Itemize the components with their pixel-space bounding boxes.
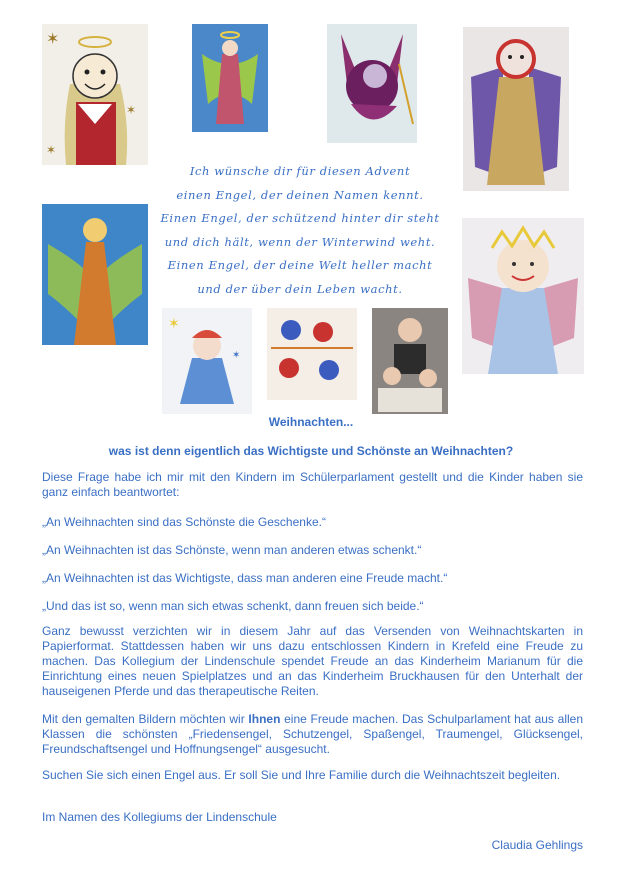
svg-text:✶: ✶ [46, 143, 57, 157]
poem-line: und dich hält, wenn der Winterwind weht. [164, 234, 436, 249]
quote: „An Weihnachten ist das Schönste, wenn man anderen etwas schenkt.“ [42, 543, 422, 557]
angel-drawing-blue-dress [462, 218, 584, 374]
intro-paragraph: Diese Frage habe ich mir mit den Kindern im Schülerparlament gestellt und die Kinder haben sie ganz einfach beantwortet: [42, 470, 583, 499]
angel-drawing-purple-wings [463, 27, 569, 191]
poem [150, 160, 450, 302]
angel-drawing-photo-collage [372, 308, 448, 414]
angel-drawing-figures [267, 308, 357, 400]
poem-line: Ich wünsche dir für diesen Advent [189, 164, 411, 178]
quote: „Und das ist so, wenn man sich etwas schenkt, dann freuen sich beide.“ [42, 599, 424, 613]
paragraph-pictures-emphasis: Ihnen [248, 712, 281, 726]
quote: „An Weihnachten ist das Wichtigste, dass man anderen eine Freude macht.“ [42, 571, 448, 585]
paragraph-choose: Suchen Sie sich einen Engel aus. Er soll Sie und Ihre Familie durch die Weihnachtszeit begleiten. [42, 768, 561, 782]
paragraph-cards: Ganz bewusst verzichten wir in diesem Jahr auf das Versenden von Weihnachtskarten in Papierformat. Stattdessen haben wir uns dazu entschlossen Kindern in Krefeld eine Freude zu machen. Das Kollegium der Lindenschule spendet Freude an das Kinderheim Marianum für die Einrichtung eines neuen Spielplatzes und an das Kinderheim Bruckhausen für den Unterhalt der hauseigenen Pferde und das therapeutische Reiten. [42, 624, 583, 698]
poem-line: und der über dein Leben wacht. [197, 281, 403, 296]
poem-line: Einen Engel, der schützend hinter dir steht [160, 211, 440, 226]
paragraph-pictures [42, 712, 583, 757]
angel-drawing-blue-girl [162, 308, 252, 414]
poem-line: Einen Engel, der deine Welt heller macht [167, 258, 433, 273]
svg-text:✶: ✶ [232, 350, 241, 361]
svg-text:✶: ✶ [126, 103, 137, 117]
svg-text:✶: ✶ [168, 315, 180, 331]
angel-drawing-purple [327, 24, 417, 143]
subheading: was ist denn eigentlich das Wichtigste und Schönste an Weihnachten? [108, 444, 514, 458]
quote: „An Weihnachten sind das Schönste die Geschenke.“ [42, 515, 326, 529]
paragraph-pictures-text: eine Freude machen. Das Schulparlament hat aus allen Klassen die schönsten „Friedensengel, Schutzengel, Spaßengel, Traumengel, Glücksengel, Freundschaftsengel und Hoffnungsengel“ ausgesucht. [42, 712, 583, 756]
heading: Weihnachten... [268, 415, 354, 429]
angel-drawing-green-wings [192, 24, 268, 132]
paragraph-pictures-text: Mit den gemalten Bildern möchten wir [42, 712, 249, 726]
angel-drawing-red-dress [42, 24, 148, 165]
poem-line: einen Engel, der deinen Namen kennt. [176, 187, 424, 202]
signature: Claudia Gehlings [491, 838, 583, 852]
closing-line: Im Namen des Kollegiums der Lindenschule [42, 810, 277, 824]
angel-drawing-orange-dress [42, 204, 148, 345]
svg-text:✶: ✶ [46, 31, 60, 48]
